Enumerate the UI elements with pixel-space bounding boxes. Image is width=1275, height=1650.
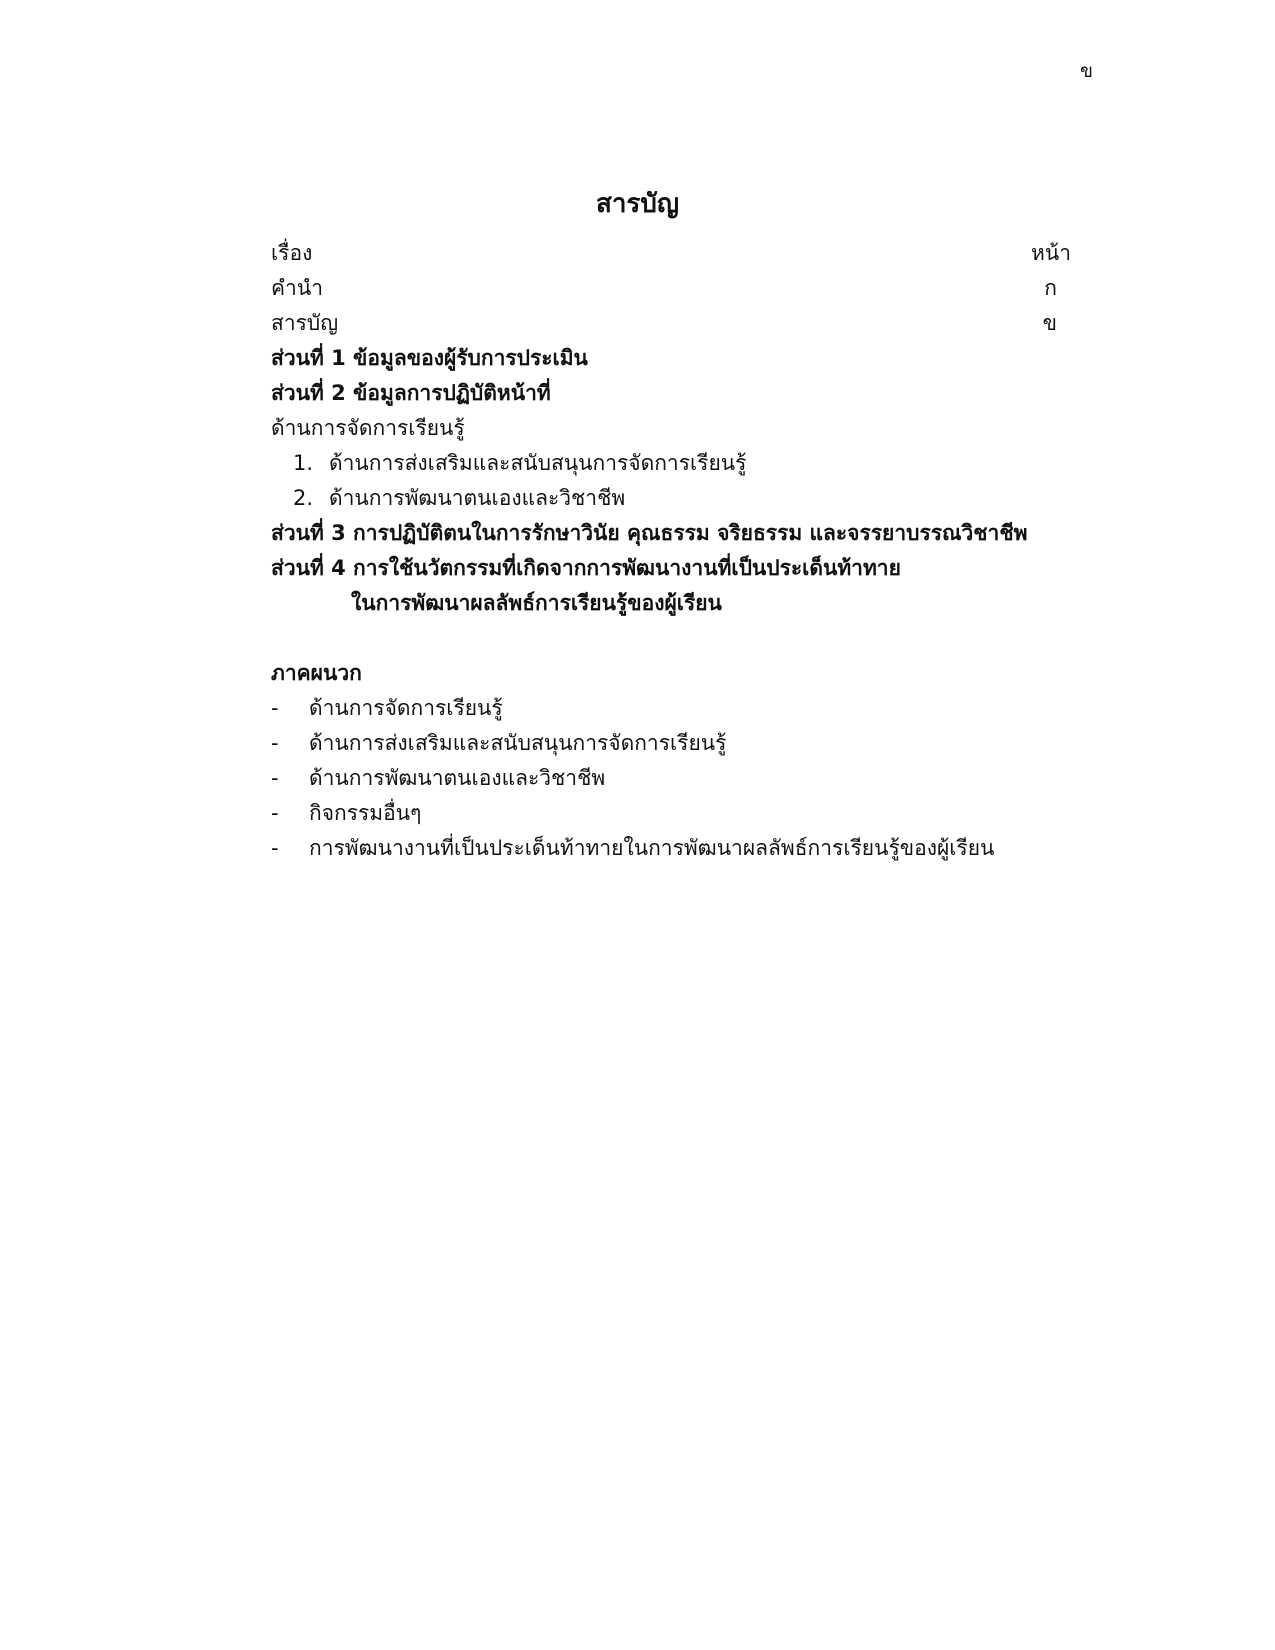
toc-subsection-heading[interactable]: ด้านการจัดการเรียนรู้ [271,416,465,440]
toc-title: สารบัญ [595,189,680,219]
topic-column-header: เรื่อง [271,241,313,265]
toc-numbered-item[interactable] [271,446,1071,481]
appendix-item[interactable] [271,726,1071,761]
item-number: 1. [293,451,314,475]
appendix-item[interactable] [271,796,1071,831]
toc-entry-preface[interactable] [271,271,1071,306]
appendix-item-text: ด้านการส่งเสริมและสนับสนุนการจัดการเรียนรู้ [309,731,727,755]
toc-header-row [271,236,1071,271]
toc-entry-text: คำนำ [271,276,323,300]
toc-entry-contents[interactable] [271,306,1071,341]
toc-section-4-continuation[interactable]: ในการพัฒนาผลลัพธ์การเรียนรู้ของผู้เรียน [351,591,722,615]
toc-entry-text: สารบัญ [271,311,339,335]
appendix-item-text: ด้านการพัฒนาตนเองและวิชาชีพ [309,766,606,790]
toc-section-3[interactable]: ส่วนที่ 3 การปฏิบัติตนในการรักษาวินัย คุณธรรม จริยธรรม และจรรยาบรรณวิชาชีพ [271,521,1028,545]
toc-entry-page: ก [1044,276,1057,300]
bullet-dash: - [271,731,279,755]
bullet-dash: - [271,836,279,860]
appendix-item[interactable] [271,691,1071,726]
page-number: ข [1080,60,1093,82]
spacer [271,621,1071,656]
item-text: ด้านการพัฒนาตนเองและวิชาชีพ [329,486,626,510]
bullet-dash: - [271,801,279,825]
toc-section-2[interactable]: ส่วนที่ 2 ข้อมูลการปฏิบัติหน้าที่ [271,381,551,405]
item-number: 2. [293,486,314,510]
toc-numbered-item[interactable] [271,481,1071,516]
item-text: ด้านการส่งเสริมและสนับสนุนการจัดการเรียนรู้ [329,451,747,475]
appendix-item-text: การพัฒนางานที่เป็นประเด็นท้าทายในการพัฒนาผลลัพธ์การเรียนรู้ของผู้เรียน [309,836,995,860]
table-of-contents [271,236,1071,866]
toc-entry-page: ข [1042,311,1057,335]
appendix-item-text: ด้านการจัดการเรียนรู้ [309,696,503,720]
appendix-item[interactable] [271,831,1071,866]
appendix-title[interactable]: ภาคผนวก [271,661,362,685]
appendix-item[interactable] [271,761,1071,796]
toc-section-4[interactable]: ส่วนที่ 4 การใช้นวัตกรรมที่เกิดจากการพัฒนางานที่เป็นประเด็นท้าทาย [271,556,901,580]
appendix-item-text: กิจกรรมอื่นๆ [309,801,422,825]
bullet-dash: - [271,696,279,720]
bullet-dash: - [271,766,279,790]
page-column-header: หน้า [1031,241,1071,265]
toc-section-1[interactable]: ส่วนที่ 1 ข้อมูลของผู้รับการประเมิน [271,346,588,370]
